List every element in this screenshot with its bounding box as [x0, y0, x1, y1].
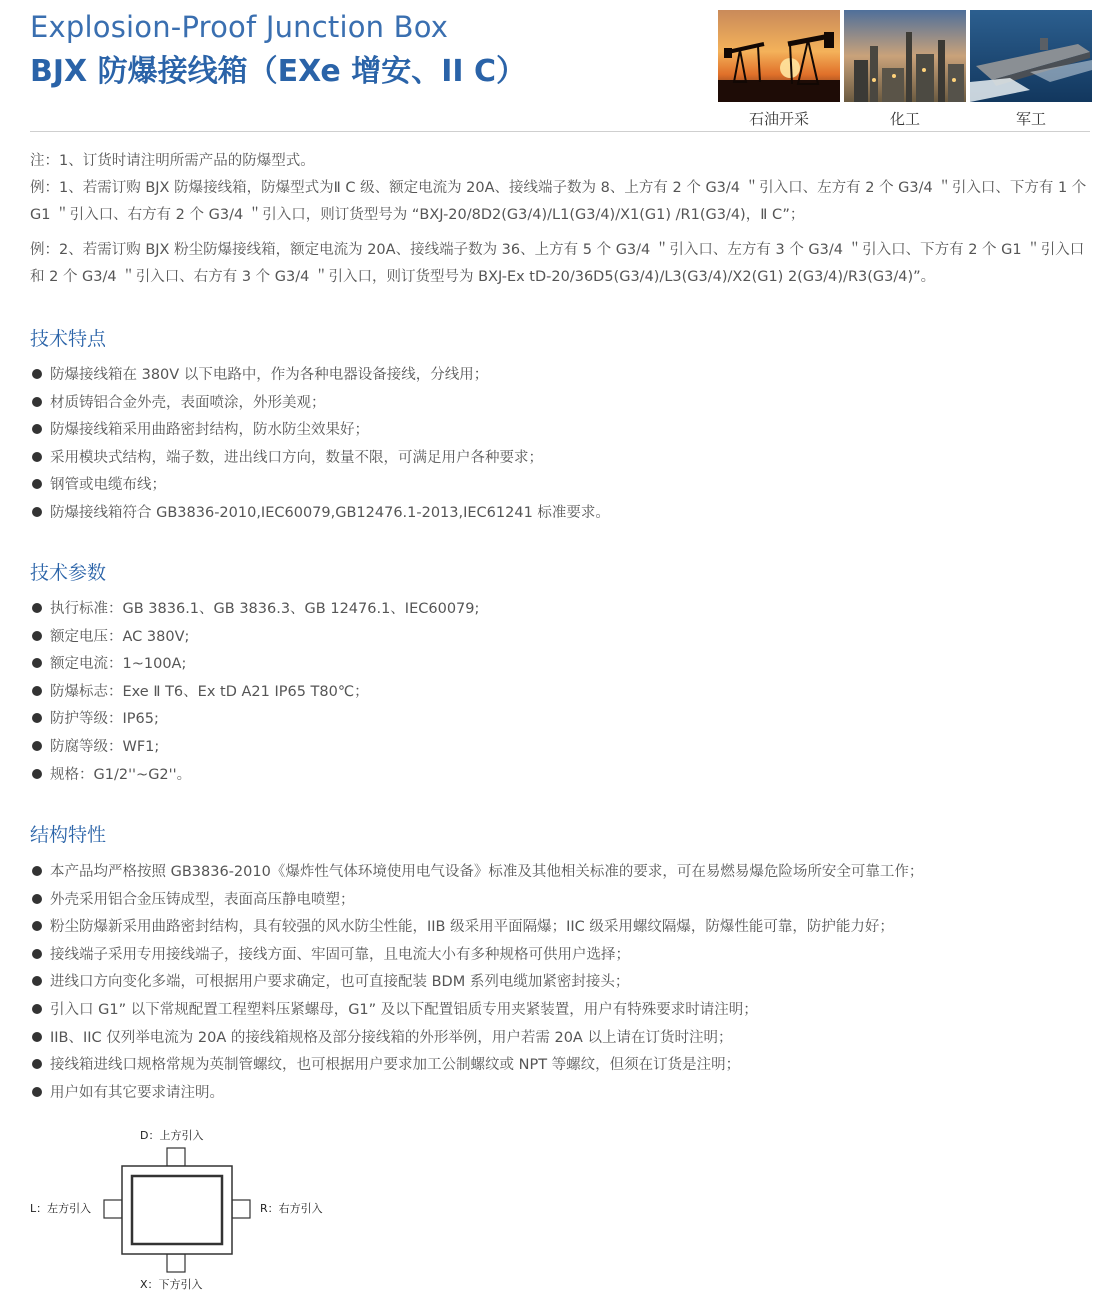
- list-item: 采用模块式结构，端子数，进出线口方向，数量不限，可满足用户各种要求；: [32, 445, 1092, 473]
- left-entry-port: [104, 1200, 122, 1218]
- bullet-icon: [32, 976, 42, 986]
- bullet-icon: [32, 507, 42, 517]
- bullet-icon: [32, 866, 42, 876]
- bullet-icon: [32, 369, 42, 379]
- example-1: 例：1、若需订购 BJX 防爆接线箱，防爆型式为Ⅱ C 级、额定电流为 20A、接线端子数为 8、上方有 2 个 G3/4 ＂引入口、左方有 2 个 G3/4 ＂引入口、下方有 1 个 G1 ＂引入口、右方有 2 个 G3/4 ＂引入口，则订货型号为 “BXJ-20/8D2(G3/4)/L1(G3/4)/X1(G1) /R1(G3/4)，Ⅱ C”；: [30, 180, 1087, 223]
- bullet-icon: [32, 424, 42, 434]
- chemical-plant-photo: [844, 10, 966, 102]
- bullet-icon: [32, 1004, 42, 1014]
- list-item: 用户如有其它要求请注明。: [32, 1080, 1092, 1108]
- order-notes: [30, 148, 1095, 291]
- bullet-icon: [32, 894, 42, 904]
- example-2: 例：2、若需订购 BJX 粉尘防爆接线箱，额定电流为 20A、接线端子数为 36、上方有 5 个 G3/4 ＂引入口、左方有 3 个 G3/4 ＂引入口、下方有 2 个 G1 ＂引入口和 2 个 G3/4 ＂引入口、右方有 3 个 G3/4 ＂引入口，则订货型号为 BXJ-Ex tD-20/36D5(G3/4)/L3(G3/4)/X2(G1) 2(G3/4)/R3(G3/4)”。: [30, 242, 1085, 285]
- structure-list: [32, 859, 1092, 1107]
- bullet-icon: [32, 1032, 42, 1042]
- entry-direction-diagram: [0, 1120, 400, 1302]
- section-title-structure: 结构特性: [30, 824, 107, 846]
- bullet-icon: [32, 1087, 42, 1097]
- bullet-icon: [32, 397, 42, 407]
- list-item: 防护等级：IP65;: [32, 706, 1092, 734]
- list-item: 防爆接线箱在 380V 以下电路中，作为各种电器设备接线，分线用；: [32, 362, 1092, 390]
- bullet-icon: [32, 452, 42, 462]
- list-item: 额定电流：1~100A;: [32, 651, 1092, 679]
- section-title-tech-features: 技术特点: [30, 328, 107, 350]
- list-item: 防腐等级：WF1;: [32, 734, 1092, 762]
- note-line: 注：1、订货时请注明所需产品的防爆型式。: [30, 153, 315, 169]
- bottom-entry-port: [167, 1254, 185, 1272]
- title-chinese: BJX 防爆接线箱（EXe 增安、II C）: [30, 54, 526, 89]
- list-item: 额定电压：AC 380V;: [32, 624, 1092, 652]
- aircraft-carrier-photo: [970, 10, 1092, 102]
- photo-caption-military: 军工: [1015, 110, 1046, 128]
- diagram-right-label: R：右方引入: [260, 1202, 323, 1215]
- list-item: 接线箱进线口规格常规为英制管螺纹，也可根据用户要求加工公制螺纹或 NPT 等螺纹，但须在订货是注明；: [32, 1052, 1092, 1080]
- list-item: 粉尘防爆新采用曲路密封结构，具有较强的风水防尘性能，IIB 级采用平面隔爆；IIC 级采用螺纹隔爆，防爆性能可靠，防护能力好；: [32, 914, 1092, 942]
- section-title-tech-params: 技术参数: [30, 562, 107, 584]
- list-item: 外壳采用铝合金压铸成型，表面高压静电喷塑；: [32, 887, 1092, 915]
- list-item: 钢管或电缆布线；: [32, 472, 1092, 500]
- junction-box-outer: [122, 1166, 232, 1254]
- list-item: IIB、IIC 仅列举电流为 20A 的接线箱规格及部分接线箱的外形举例，用户若需 20A 以上请在订货时注明；: [32, 1025, 1092, 1053]
- photo-caption-chemical: 化工: [889, 110, 920, 128]
- tech-params-list: [32, 596, 1092, 789]
- list-item: 接线端子采用专用接线端子，接线方面、牢固可靠，且电流大小有多种规格可供用户选择；: [32, 942, 1092, 970]
- right-entry-port: [232, 1200, 250, 1218]
- list-item: 执行标准：GB 3836.1、GB 3836.3、GB 12476.1、IEC60079;: [32, 596, 1092, 624]
- list-item: 引入口 G1” 以下常规配置工程塑料压紧螺母，G1” 及以下配置铝质专用夹紧装置，用户有特殊要求时请注明；: [32, 997, 1092, 1025]
- bullet-icon: [32, 479, 42, 489]
- list-item: 防爆接线箱符合 GB3836-2010,IEC60079,GB12476.1-2013,IEC61241 标准要求。: [32, 500, 1092, 528]
- tech-features-list: [32, 362, 1092, 528]
- list-item: 本产品均严格按照 GB3836-2010《爆炸性气体环境使用电气设备》标准及其他相关标准的要求，可在易燃易爆危险场所安全可靠工作；: [32, 859, 1092, 887]
- oil-pump-sunset-photo: [718, 10, 840, 102]
- list-item: 防爆标志：Exe Ⅱ T6、Ex tD A21 IP65 T80℃；: [32, 679, 1092, 707]
- bullet-icon: [32, 921, 42, 931]
- header: [0, 0, 1100, 132]
- header-divider: [30, 131, 1090, 132]
- title-english: Explosion-Proof Junction Box: [30, 10, 449, 44]
- bullet-icon: [32, 631, 42, 641]
- bullet-icon: [32, 713, 42, 723]
- bullet-icon: [32, 658, 42, 668]
- photo-caption-oil: 石油开采: [748, 110, 809, 128]
- bullet-icon: [32, 1059, 42, 1069]
- diagram-top-label: D：上方引入: [140, 1129, 204, 1142]
- top-entry-port: [167, 1148, 185, 1166]
- application-photos: [718, 10, 1092, 130]
- list-item: 进线口方向变化多端，可根据用户要求确定，也可直接配装 BDM 系列电缆加紧密封接头；: [32, 969, 1092, 997]
- bullet-icon: [32, 686, 42, 696]
- bullet-icon: [32, 949, 42, 959]
- bullet-icon: [32, 603, 42, 613]
- diagram-left-label: L：左方引入: [30, 1202, 92, 1215]
- list-item: 防爆接线箱采用曲路密封结构，防水防尘效果好；: [32, 417, 1092, 445]
- bullet-icon: [32, 741, 42, 751]
- bullet-icon: [32, 769, 42, 779]
- diagram-bottom-label: X：下方引入: [140, 1278, 203, 1291]
- list-item: 材质铸铝合金外壳，表面喷涂，外形美观；: [32, 390, 1092, 418]
- list-item: 规格：G1/2''~G2''。: [32, 762, 1092, 790]
